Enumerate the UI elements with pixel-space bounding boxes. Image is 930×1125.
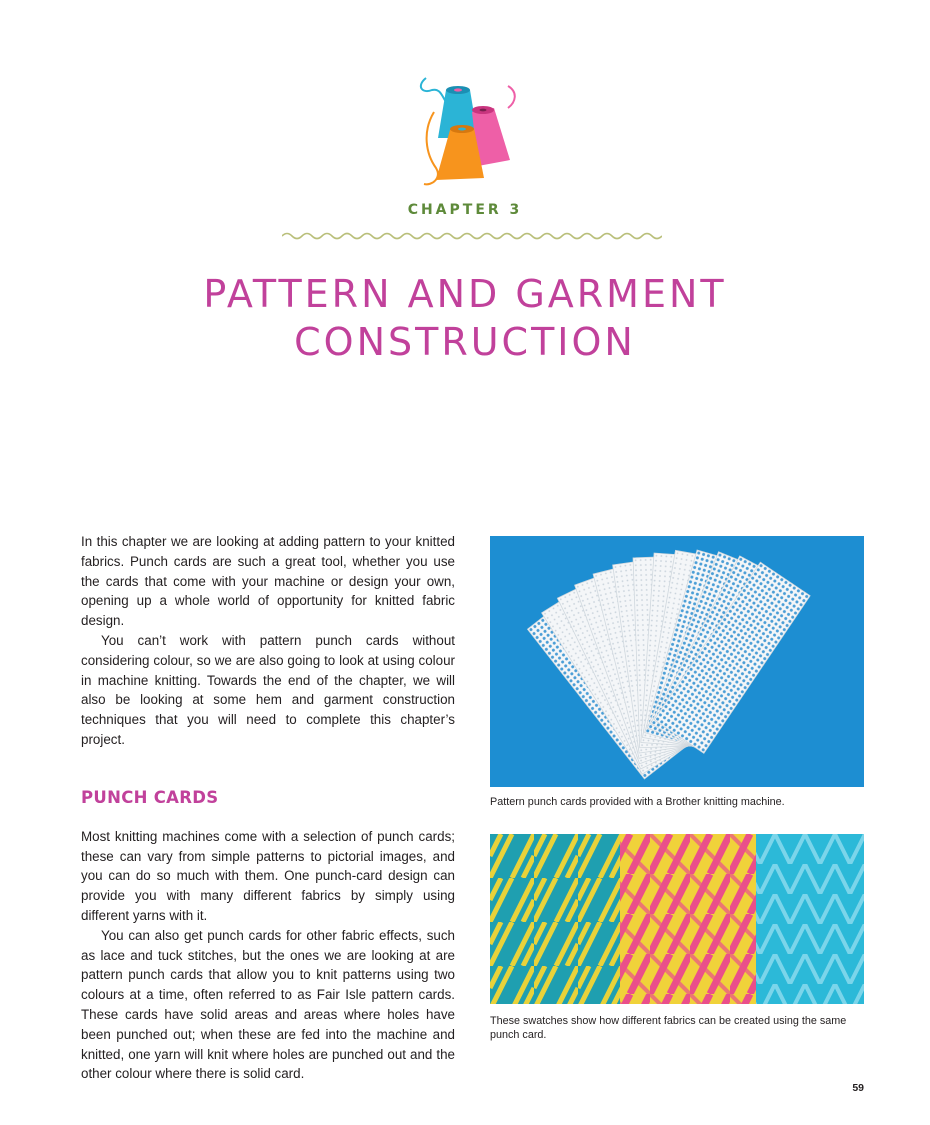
chapter-label: CHAPTER 3 — [407, 202, 523, 218]
yarn-cones-icon — [412, 72, 524, 192]
wavy-divider — [282, 230, 662, 242]
chapter-title — [0, 270, 930, 366]
punch-cards-paragraph-2: You can also get punch cards for other fabric effects, such as lace and tuck stitches, but the ones we are looking at are pattern punch cards that allow you to knit patterns using two colours at a time, often referred to as Fair Isle pattern cards. These cards have solid areas and areas where holes have been punched out; when these are fed into the machine and knitted, one yarn will knit where holes are punched out and the other colour where there is solid card. — [81, 927, 455, 1082]
caption-punch-cards: Pattern punch cards provided with a Brother knitting machine. — [490, 796, 785, 808]
intro-paragraph-2: You can’t work with pattern punch cards without considering colour, so we are also going to look at using colour in machine knitting. Towards the end of the chapter, we will also be looking at some hem and garment construction techniques that you will need to complete this chapter’s project. — [81, 632, 455, 747]
swatches-illustration — [490, 834, 864, 1004]
punch-cards-photo — [490, 536, 864, 787]
chapter-title-line-2: CONSTRUCTION — [294, 320, 636, 364]
caption-swatches: These swatches show how different fabrics can be created using the same punch card. — [490, 1015, 847, 1041]
punch-cards-illustration — [490, 536, 864, 787]
intro-paragraph-1: In this chapter we are looking at adding pattern to your knitted fabrics. Punch cards are such a great tool, whether you use the cards that come with your machine or design your own, opening up a whole world of opportunity for knitted fabric design. — [81, 534, 455, 629]
main-text-column — [81, 532, 455, 1084]
punch-cards-paragraph-1: Most knitting machines come with a selection of punch cards; these can vary from simple patterns to pictorial images, and you can do so much with them. One punch-card design can provide you with many different fabrics by simply using different yarns with it. — [81, 828, 455, 923]
section-heading-punch-cards: PUNCH CARDS — [81, 787, 219, 807]
page-number: 59 — [852, 1082, 864, 1094]
knitted-swatches-photo — [490, 834, 864, 1004]
chapter-title-line-1: PATTERN AND GARMENT — [203, 272, 727, 316]
